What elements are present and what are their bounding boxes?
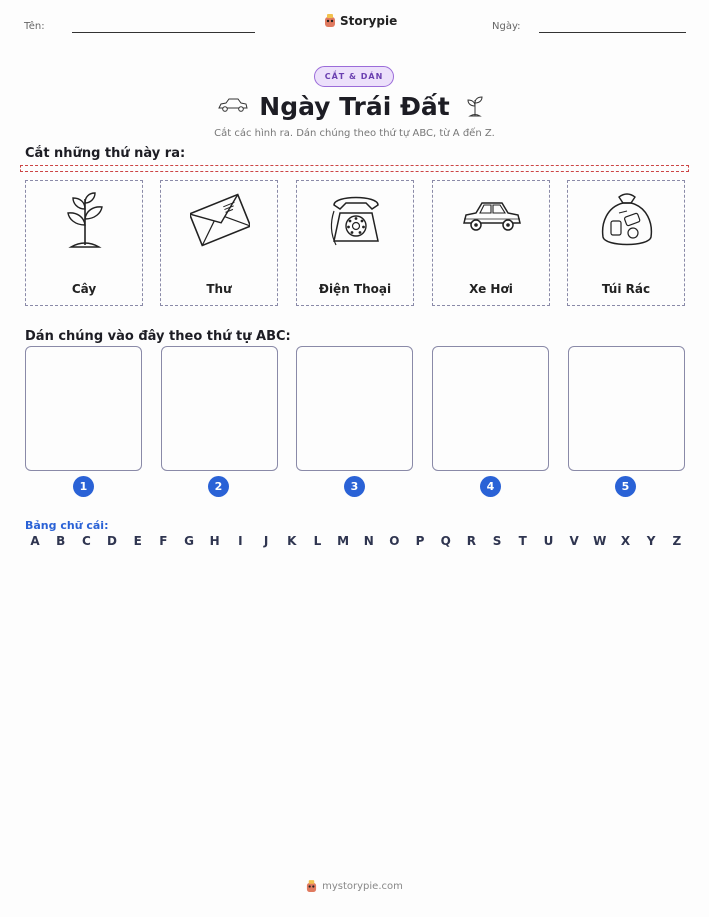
page-title: Ngày Trái Đất xyxy=(259,92,450,121)
alphabet-letter: S xyxy=(492,534,502,548)
date-label: Ngày: xyxy=(492,21,521,32)
alphabet-letter: N xyxy=(363,534,374,548)
telephone-icon xyxy=(326,189,386,251)
alphabet-letter: Z xyxy=(672,534,682,548)
alphabet-letter: G xyxy=(184,534,194,548)
alphabet-letter: U xyxy=(543,534,554,548)
alphabet-letter: B xyxy=(56,534,66,548)
name-label: Tên: xyxy=(24,21,45,32)
alphabet-letter: R xyxy=(466,534,477,548)
alphabet-letter: L xyxy=(313,534,322,548)
brand-name: Storypie xyxy=(340,14,398,28)
alphabet-letter: T xyxy=(518,534,527,548)
footer xyxy=(0,880,709,893)
cut-line xyxy=(20,165,689,172)
alphabet-letter: V xyxy=(569,534,579,548)
cut-card-trash-bag[interactable] xyxy=(567,180,685,306)
alphabet-letter: D xyxy=(107,534,117,548)
alphabet-letter: I xyxy=(238,534,243,548)
slot-number-badge: 3 xyxy=(344,476,365,497)
alphabet-letter: F xyxy=(159,534,168,548)
storypie-mascot-icon xyxy=(324,14,336,28)
alphabet-row xyxy=(26,534,686,548)
envelope-icon xyxy=(190,189,250,251)
cut-card-plant[interactable] xyxy=(25,180,143,306)
alphabet-letter: M xyxy=(337,534,350,548)
brand-logo xyxy=(324,14,397,28)
cut-card-label: Thư xyxy=(206,282,232,296)
alphabet-letter: E xyxy=(133,534,142,548)
slot-number-badge: 4 xyxy=(480,476,501,497)
alphabet-title: Bảng chữ cái: xyxy=(25,519,109,532)
alphabet-letter: O xyxy=(389,534,400,548)
cut-heading: Cắt những thứ này ra: xyxy=(25,146,186,161)
date-field[interactable] xyxy=(539,32,686,33)
paste-slot-5[interactable] xyxy=(568,346,685,471)
slot-number-badge: 1 xyxy=(73,476,94,497)
trash-bag-icon xyxy=(597,189,657,251)
activity-tag: CẮT & DÁN xyxy=(314,66,394,87)
cut-card-label: Điện Thoại xyxy=(318,282,392,296)
alphabet-letter: P xyxy=(415,534,425,548)
paste-slot-3[interactable] xyxy=(296,346,413,471)
alphabet-letter: Y xyxy=(646,534,656,548)
cut-card-phone[interactable] xyxy=(296,180,414,306)
sprout-doodle-icon xyxy=(465,94,485,118)
alphabet-letter: K xyxy=(287,534,297,548)
alphabet-letter: C xyxy=(81,534,91,548)
alphabet-letter: X xyxy=(620,534,631,548)
footer-url[interactable]: mystorypie.com xyxy=(322,881,403,892)
slot-number-badge: 2 xyxy=(208,476,229,497)
alphabet-letter: A xyxy=(30,534,40,548)
slot-number-badge: 5 xyxy=(615,476,636,497)
paste-slot-2[interactable] xyxy=(161,346,278,471)
cut-card-label: Túi Rác xyxy=(601,282,651,296)
alphabet-letter: W xyxy=(593,534,607,548)
name-field[interactable] xyxy=(72,32,255,33)
alphabet-letter: Q xyxy=(440,534,451,548)
paste-slot-4[interactable] xyxy=(432,346,549,471)
cut-card-label: Xe Hơi xyxy=(469,282,513,296)
plant-icon xyxy=(55,189,115,251)
cut-card-letter[interactable] xyxy=(160,180,278,306)
cut-card-label: Cây xyxy=(71,282,97,296)
alphabet-letter: H xyxy=(209,534,220,548)
alphabet-letter: J xyxy=(263,534,269,548)
instructions: Cắt các hình ra. Dán chúng theo thứ tự ABC, từ A đến Z. xyxy=(214,128,495,139)
storypie-mascot-icon xyxy=(306,880,317,893)
paste-slot-1[interactable] xyxy=(25,346,142,471)
cut-card-car[interactable] xyxy=(432,180,550,306)
car-icon xyxy=(462,189,522,251)
paste-heading: Dán chúng vào đây theo thứ tự ABC: xyxy=(25,329,291,344)
